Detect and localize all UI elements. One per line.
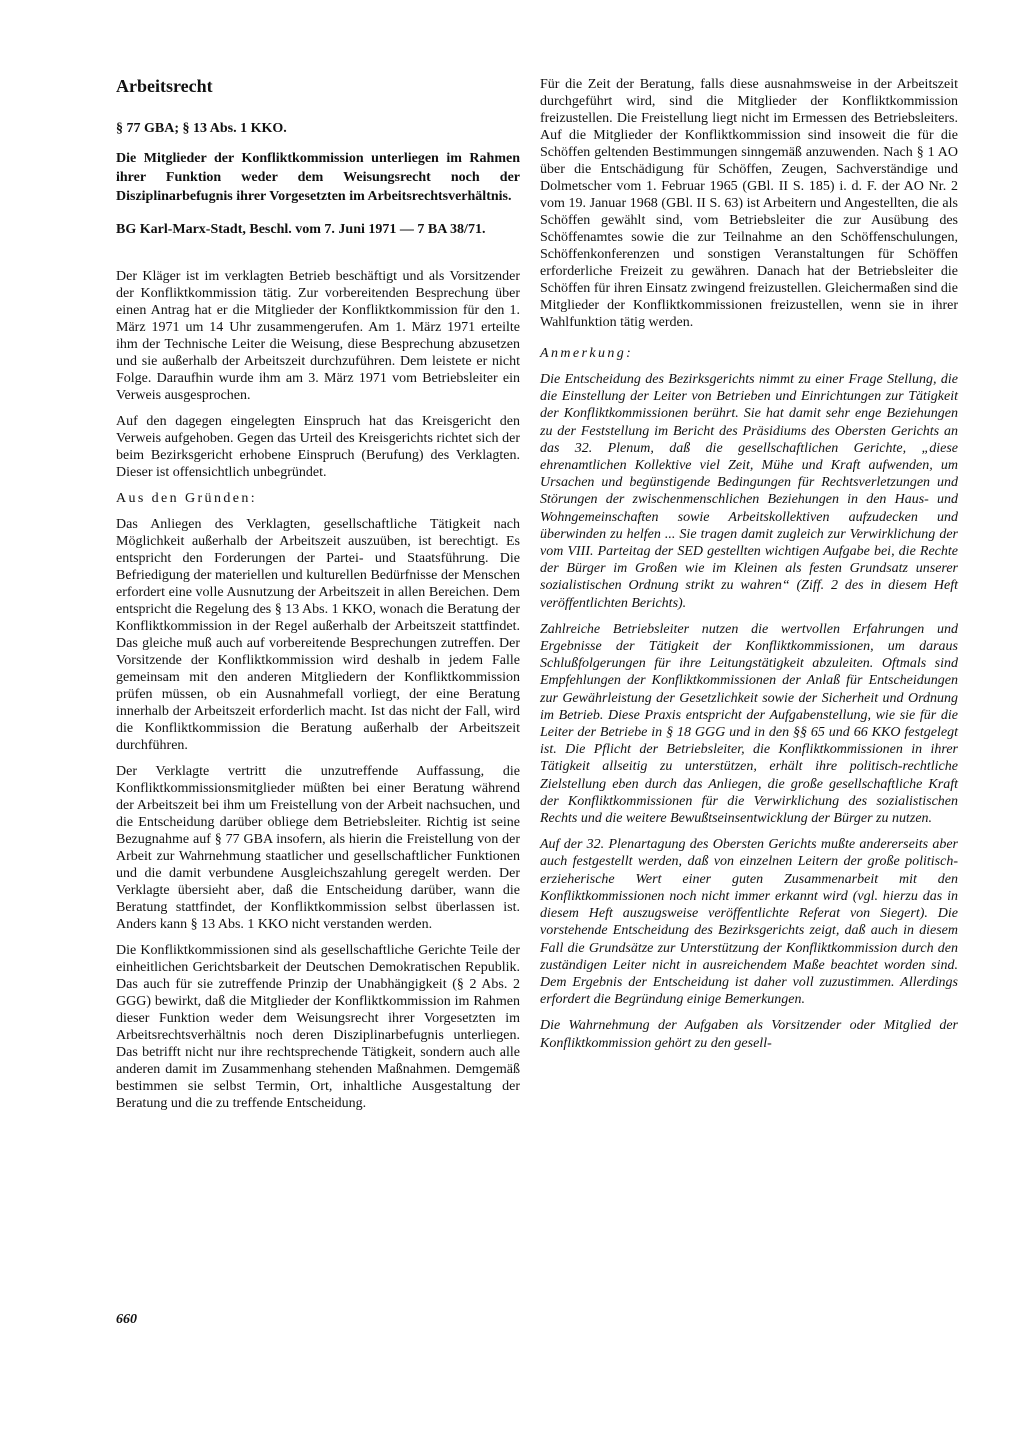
remark-paragraph-3: Auf der 32. Plenartagung des Obersten Gerichts mußte andererseits aber auch festgestellt werden, daß von einzelnen Leitern der große politisch-erzieherische Wert einer guten Zusammenarbeit mit den Konfliktkommissionen noch nicht immer erkannt wird (vgl. hierzu das in diesem Heft auszugsweise veröffentlichte Referat von Siegert). Die vorstehende Entscheidung des Bezirksgerichts zeigt, daß auch in diesem Fall die Grundsätze zur Unterstützung der Konfliktkommission durch den zuständigen Leiter nicht in ausreichendem Maße beachtet worden sind. Dem Ergebnis der Entscheidung ist daher voll zuzustimmen. Allerdings erfordert die Begründung einige Bemerkungen. (540, 837, 958, 1008)
remark-paragraph-2: Zahlreiche Betriebsleiter nutzen die wertvollen Erfahrungen und Ergebnisse der Tätigkeit der Konfliktkommissionen, um daraus Schlußfolgerungen für ihre Leitungstätigkeit abzuleiten. Oftmals sind Empfehlungen der Konfliktkommissionen der Anlaß für Entscheidungen zur Gewährleistung der Gesetzlichkeit sowie der Sicherheit und Ordnung im Betrieb. Diese Praxis entspricht der Aufgabenstellung, wie sie für die Leiter der Betriebe in § 18 GGG und in den §§ 65 und 66 KKO festgelegt ist. Die Pflicht der Betriebsleiter, die Konfliktkommissionen in ihrer Tätigkeit allseitig zu unterstützen, erhält ihre politisch-rechtliche Zielstellung eben durch das Anliegen, die große gesellschaftliche Kraft der Konfliktkommissionen für die Verwirklichung des sozialistischen Rechts und die weitere Bewußtseinsentwicklung der Bürger zu nutzen. (540, 621, 958, 827)
remark-heading: Anmerkung: (540, 346, 634, 361)
grounds-paragraph-1: Das Anliegen des Verklagten, gesellschaftliche Tätigkeit nach Möglichkeit außerhalb der Arbeitszeit auszuüben, ist berechtigt. Es entspricht den Forderungen der Partei- und Staatsführung. Die Befriedigung der materiellen und kulturellen Bedürfnisse der Menschen erfordert eine volle Ausnutzung der Arbeitszeit in allen Bereichen. Dem entspricht die Regelung des § 13 Abs. 1 KKO, wonach die Beratung der Konfliktkommission in der Regel außerhalb der Arbeitszeit stattfindet. Das gleiche muß auch auf vorbereitende Besprechungen zutreffen. Der Vorsitzende der Konfliktkommission wird deshalb in jedem Falle gemeinsam mit den anderen Mitgliedern der Konfliktkommission prüfen müssen, ob ein Ausnahmefall vorliegt, der eine Beratung innerhalb der Arbeitszeit erforderlich macht. Ist das nicht der Fall, wird die Konfliktkommission die Beratung außerhalb der Arbeitszeit durchführen. (116, 517, 520, 754)
remark-paragraph-4: Die Wahrnehmung der Aufgaben als Vorsitzender oder Mitglied der Konfliktkommission gehört zu den gesell- (540, 1018, 958, 1051)
headnote: Die Mitglieder der Konfliktkommission unterliegen im Rahmen ihrer Funktion weder dem Weisungsrecht noch der Disziplinarbefugnis ihrer Vorgesetzten im Arbeitsrechtsverhältnis. (116, 151, 520, 205)
remark-paragraph-1: Die Entscheidung des Bezirksgerichts nimmt zu einer Frage Stellung, die die Einstellung der Leiter von Betrieben und Einrichtungen zur Tätigkeit der Konfliktkommissionen berührt. Sie hat damit sehr enge Beziehungen zu der Feststellung im Bericht des Präsidiums des Obersten Gerichts an das 32. Plenum, daß die gesellschaftlichen Gerichte, „diese ehrenamtlichen Kollektive viel Zeit, Mühe und Kraft aufwenden, um Ursachen und begünstigende Bedingungen für Rechtsverletzungen und Störungen der zwischenmenschlichen Beziehungen in den Haus- und Wohngemeinschaften sowie Arbeitskollektiven aufzudecken und überwinden zu helfen ... Sie tragen damit zugleich zur Verwirklichung der vom VIII. Parteitag der SED gestellten wichtigen Aufgabe bei, die Rechte der Bürger im Großen wie im Kleinen als festen Grundsatz unserer sozialistischen Ordnung strikt zu wahren“ (Ziff. 2 des in diesem Heft veröffentlichten Berichts). (540, 372, 958, 611)
legal-reference: § 77 GBA; § 13 Abs. 1 KKO. (116, 120, 287, 136)
grounds-heading: Aus den Gründen: (116, 491, 258, 507)
grounds-paragraph-4: Für die Zeit der Beratung, falls diese ausnahmsweise in der Arbeitszeit durchgeführt wird, sind die Mitglieder der Konfliktkommission freizustellen. Die Freistellung liegt nicht im Ermessen des Betriebsleiters. Auf die Mitglieder der Konfliktkommission sind insoweit die für die Schöffen geltenden Bestimmungen sinngemäß anzuwenden. Nach § 1 AO über die Entschädigung für Schöffen, Zeugen, Sachverständige und Dolmetscher vom 1. Februar 1965 (GBl. II S. 185) i. d. F. der AO Nr. 2 vom 19. Januar 1968 (GBl. II S. 63) ist Arbeitern und Angestellten, die als Schöffen gewählt sind, vom Betriebsleiter die zur Ausübung des Schöffenamtes sowie die zur Teilnahme an den Schöffenschulungen, Schöffenkonferenzen und sonstigen Veranstaltungen für Schöffen erforderliche Freizeit zu gewähren. Danach hat der Betriebsleiter die Schöffen für ihren Einsatz zwingend freizustellen. Gleichermaßen sind die Mitglieder der Konfliktkommissionen freizustellen, wenn sie in ihrer Wahlfunktion tätig werden. (540, 77, 958, 330)
page-number: 660 (116, 1312, 137, 1327)
grounds-paragraph-2: Der Verklagte vertritt die unzutreffende Auffassung, die Konfliktkommissionsmitglieder müßten bei einer Beratung während der Arbeitszeit bei ihm um Freistellung von der Arbeit nachsuchen, und die Entscheidung darüber obliege dem Betriebsleiter. Richtig ist seine Bezugnahme auf § 77 GBA insofern, als hierin die Freistellung von der Arbeit zur Wahrnehmung staatlicher und gesellschaftlicher Funktionen und die damit verbundene Ausgleichszahlung geregelt werden. Der Verklagte übersieht aber, daß die Entscheidung darüber, wann die Beratung stattfindet, der Konfliktkommission selbst überlassen ist. Anders kann § 13 Abs. 1 KKO nicht verstanden werden. (116, 764, 520, 933)
section-title: Arbeitsrecht (116, 76, 213, 96)
left-column (116, 76, 520, 1121)
grounds-paragraph-3: Die Konfliktkommissionen sind als gesellschaftliche Gerichte Teile der einheitlichen Gerichtsbarkeit der Deutschen Demokratischen Republik. Das auch für sie zutreffende Prinzip der Unabhängigkeit (§ 2 Abs. 2 GGG) bewirkt, daß die Mitglieder der Konfliktkommission im Rahmen dieser Funktion weder dem Weisungsrecht ihrer Vorgesetzten im Arbeitsrechtsverhältnis noch deren Disziplinarbefugnis unterliegen. Das betrifft nicht nur ihre rechtsprechende Tätigkeit, sondern auch alle anderen damit im Zusammenhang stehenden Maßnahmen. Demgemäß bestimmen sie selbst Termin, Ort, inhaltliche Ausgestaltung der Beratung und die zu treffende Entscheidung. (116, 943, 520, 1112)
facts-paragraph-2: Auf den dagegen eingelegten Einspruch hat das Kreisgericht den Verweis aufgehoben. Gegen das Urteil des Kreisgerichts richtet sich der beim Bezirksgericht erhobene Einspruch (Berufung) des Verklagten. Dieser ist offensichtlich unbegründet. (116, 414, 520, 481)
facts-paragraph-1: Der Kläger ist im verklagten Betrieb beschäftigt und als Vorsitzender der Konfliktkommission tätig. Zur vorbereitenden Besprechung über einen Antrag hat er die Mitglieder der Konfliktkommission für den 1. März 1971 um 14 Uhr zusammengerufen. Am 1. März 1971 erteilte ihm der Technische Leiter die Weisung, diese Besprechung abzusetzen und sie außerhalb der Arbeitszeit durchzuführen. Dem leistete er nicht Folge. Daraufhin wurde ihm am 3. März 1971 vom Betriebsleiter ein Verweis ausgesprochen. (116, 269, 520, 404)
court-citation: BG Karl-Marx-Stadt, Beschl. vom 7. Juni 1971 — 7 BA 38/71. (116, 222, 486, 238)
right-column (540, 76, 958, 1061)
